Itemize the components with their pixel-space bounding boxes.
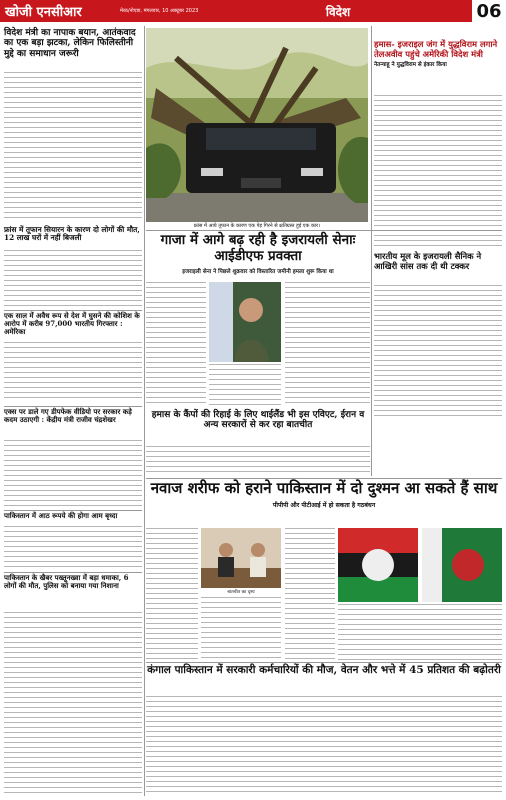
- subheadline: इजराइली सेना ने पिछले शुक्रवार को विस्तारित जमीनी हमला शुरू किया था: [182, 269, 334, 276]
- article-text: [146, 696, 502, 796]
- article-france: [4, 226, 142, 243]
- article-hamas-right: [374, 40, 502, 69]
- divider: [4, 406, 142, 407]
- article-text: [4, 440, 142, 510]
- photo-storm-car: [146, 28, 368, 222]
- article-text: [338, 604, 502, 660]
- column-divider: [144, 26, 145, 796]
- article-hamas-left: [146, 410, 370, 431]
- article-text: [209, 364, 281, 407]
- page-number: 06: [472, 0, 506, 22]
- divider: [4, 310, 142, 311]
- headline: पाकिस्तान में आठ रूपये की होगा आम बृध्दा: [4, 511, 118, 520]
- headline: भारतीय मूल के इजरायली सैनिक ने आखिरी सांस तक दी थी टक्कर: [374, 251, 482, 271]
- article-trump: [4, 28, 142, 59]
- column-divider: [371, 26, 372, 476]
- photo-idf-spokesman: [209, 282, 281, 362]
- article-text: [4, 342, 142, 402]
- photo-caption: बातचीत का दृश्य: [227, 590, 255, 595]
- article-ship: [4, 312, 142, 336]
- article-text: [285, 282, 370, 407]
- headline: गाजा में आगे बढ़ रही है इजरायली सेनाः आईडीएफ प्रवक्ता: [160, 232, 356, 264]
- article-text: [4, 250, 142, 310]
- headline: फ्रांस में तूफान सियारन के कारण दो लोगों की मौत, 12 लाख घरों में नहीं बिजली: [4, 225, 140, 243]
- article-text: [374, 95, 502, 250]
- headline: हमास के कैंपों की रिहाई के लिए थाईलैंड भी इस एविएट, ईरान व अन्य सरकारों से कर रहा बातचीत: [151, 410, 365, 431]
- headline: कंगाल पाकिस्तान में सरकारी कर्मचारियों की मौज, वेतन और भत्ते में 45 प्रतिशत की बढ़ोतरी: [147, 664, 501, 676]
- article-text: [4, 526, 142, 570]
- article-text: [374, 285, 502, 420]
- masthead: [0, 0, 506, 22]
- article-soldier: [374, 252, 502, 271]
- article-text: [285, 528, 335, 660]
- divider: [146, 478, 502, 479]
- article-text: [4, 612, 142, 796]
- photo-party-flags: [338, 528, 502, 602]
- divider: [146, 662, 502, 663]
- article-pak-afghan: [4, 512, 142, 520]
- article-pak-school: [4, 574, 142, 590]
- divider: [4, 510, 142, 511]
- dateline: मेरठ/नोएडा, मंगलवार, 10 अक्टूबर 2023: [120, 8, 199, 14]
- article-text: [4, 72, 142, 222]
- article-bottom: [146, 664, 502, 676]
- subheadline: पीपीपी और पीटीआई में हो सकता है गठबंधन: [272, 502, 376, 510]
- article-nawaz: [146, 480, 502, 509]
- headline: एक साल में अवैध रूप से देश में घुसने की कोशिश के आरोप में करीब 97,000 भारतीय गिरफ्तार : अमेरिका: [4, 311, 140, 337]
- headline: एक्स पर डाले गए डीपफेक वीडियो पर सरकार कड़े कदम उठाएगी : केंद्रीय मंत्री राजीव चंद्रशेखर: [4, 407, 132, 425]
- photo-caption: फ्रांस में आये तूफान के कारण एक पेड़ गिरने से क्षतिग्रस्त हुई एक कार।: [193, 223, 321, 229]
- divider: [146, 230, 502, 231]
- article-text: [201, 597, 281, 660]
- photo-meeting: [201, 528, 281, 588]
- subheadline: नेतन्याहू ने युद्धविराम से इंकार किया: [374, 62, 447, 69]
- headline: विदेश मंत्री का नापाक बयान, आतंकवाद का एक बड़ा झटका, लेकिन फिलिस्तीनी मुद्दे का समाधान जरूरी: [4, 28, 136, 59]
- article-text: [146, 528, 198, 660]
- article-text: [146, 446, 370, 476]
- article-chandrasekhar: [4, 408, 142, 424]
- divider: [4, 572, 142, 573]
- headline: नवाज शरीफ को हराने पाकिस्तान में दो दुश्मन आ सकते हैं साथ: [150, 479, 498, 497]
- section-title: विदेश: [325, 4, 351, 19]
- article-gaza: [146, 233, 370, 275]
- article-text: [146, 282, 206, 407]
- newspaper-logo: खोजी एनसीआर: [5, 5, 82, 20]
- headline: हमास- इजराइल जंग में युद्धविराम लगाने तेलअवीव पहुंचे अमेरिकी विदेश मंत्री: [374, 39, 498, 59]
- headline: पाकिस्तान के खैबर पख्तूनख्वा में बड़ा धमाका, 6 लोगों की मौत, पुलिस को बनाया गया निशाना: [4, 573, 129, 591]
